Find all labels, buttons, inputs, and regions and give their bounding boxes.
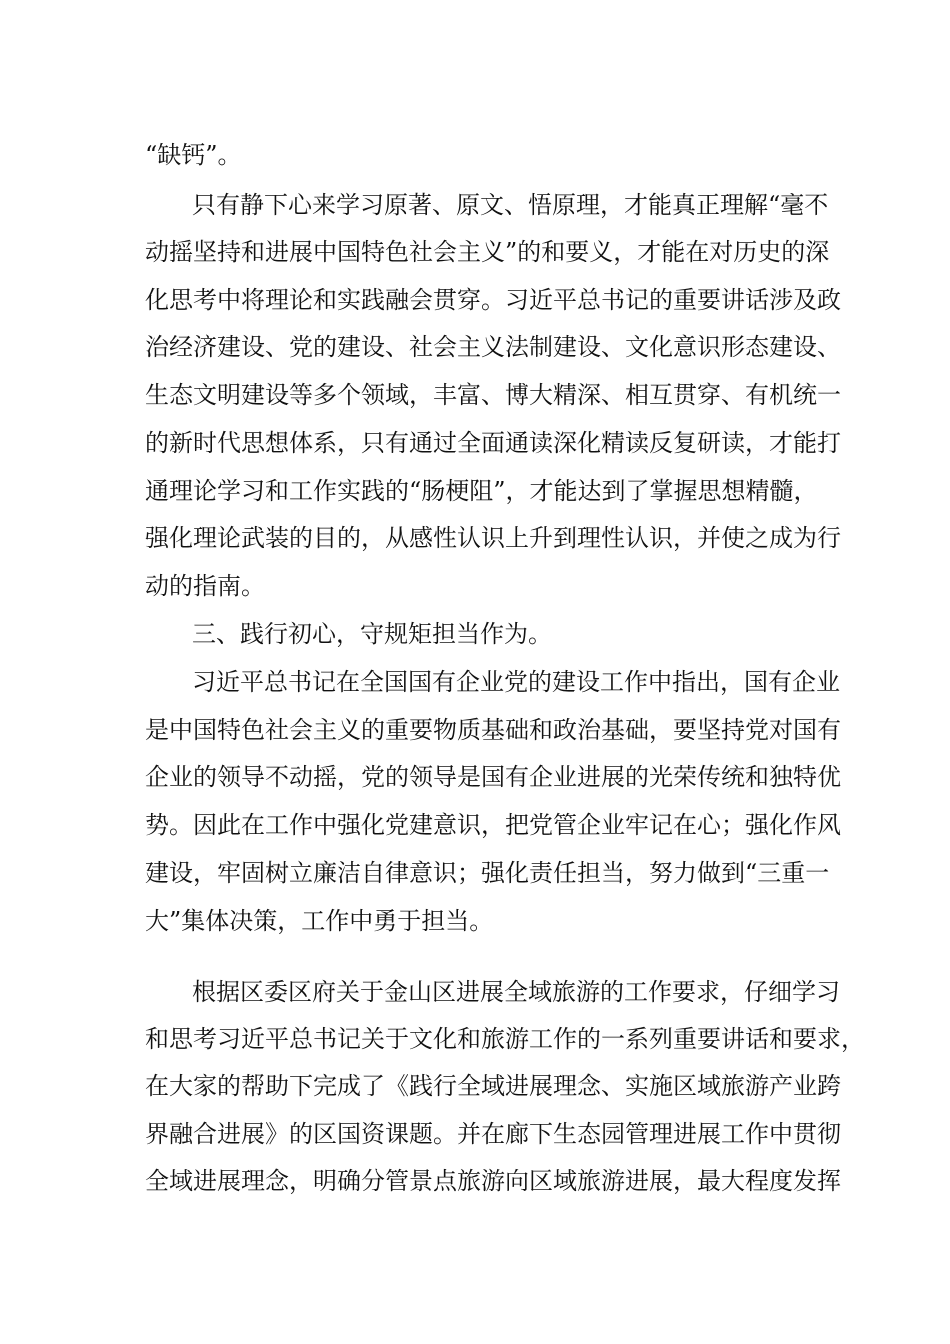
text-line: 强化理论武装的目的，从感性认识上升到理性认识，并使之成为行	[145, 524, 841, 552]
text-line: 和思考习近平总书记关于文化和旅游工作的一系列重要讲话和要求，	[145, 1025, 865, 1053]
section-heading: 三、践行初心，守规矩担当作为。	[192, 620, 552, 648]
text-line: 建设，牢固树立廉洁自律意识；强化责任担当，努力做到“三重一	[145, 859, 830, 887]
text-line: 生态文明建设等多个领域，丰富、博大精深、相互贯穿、有机统一	[145, 381, 841, 409]
text-line: 治经济建设、党的建设、社会主义法制建设、文化意识形态建设、	[145, 333, 841, 361]
paragraph-first-line: 只有静下心来学习原著、原文、悟原理，才能真正理解“毫不	[192, 191, 829, 219]
text-line: 动摇坚持和进展中国特色社会主义”的和要义，才能在对历史的深	[145, 238, 830, 266]
text-line: 动的指南。	[145, 572, 265, 600]
text-line: 大”集体决策，工作中勇于担当。	[145, 907, 494, 935]
text-line: “缺钙”。	[145, 141, 242, 169]
paragraph-first-line: 习近平总书记在全国国有企业党的建设工作中指出，国有企业	[192, 668, 840, 696]
text-line: 企业的领导不动摇，党的领导是国有企业进展的光荣传统和独特优	[145, 763, 841, 791]
text-line: 的新时代思想体系，只有通过全面通读深化精读反复研读，才能打	[145, 429, 841, 457]
text-line: 势。因此在工作中强化党建意识，把党管企业牢记在心；强化作风	[145, 811, 841, 839]
text-line: 通理论学习和工作实践的“肠梗阻”，才能达到了掌握思想精髓，	[145, 477, 818, 505]
text-line: 界融合进展》的区国资课题。并在廊下生态园管理进展工作中贯彻	[145, 1120, 841, 1148]
text-line: 在大家的帮助下完成了《践行全域进展理念、实施区域旅游产业跨	[145, 1072, 841, 1100]
paragraph-first-line: 根据区委区府关于金山区进展全域旅游的工作要求，仔细学习	[192, 978, 840, 1006]
text-line: 全域进展理念，明确分管景点旅游向区域旅游进展，最大程度发挥	[145, 1167, 841, 1195]
text-line: 化思考中将理论和实践融会贯穿。习近平总书记的重要讲话涉及政	[145, 286, 841, 314]
text-line: 是中国特色社会主义的重要物质基础和政治基础，要坚持党对国有	[145, 716, 841, 744]
